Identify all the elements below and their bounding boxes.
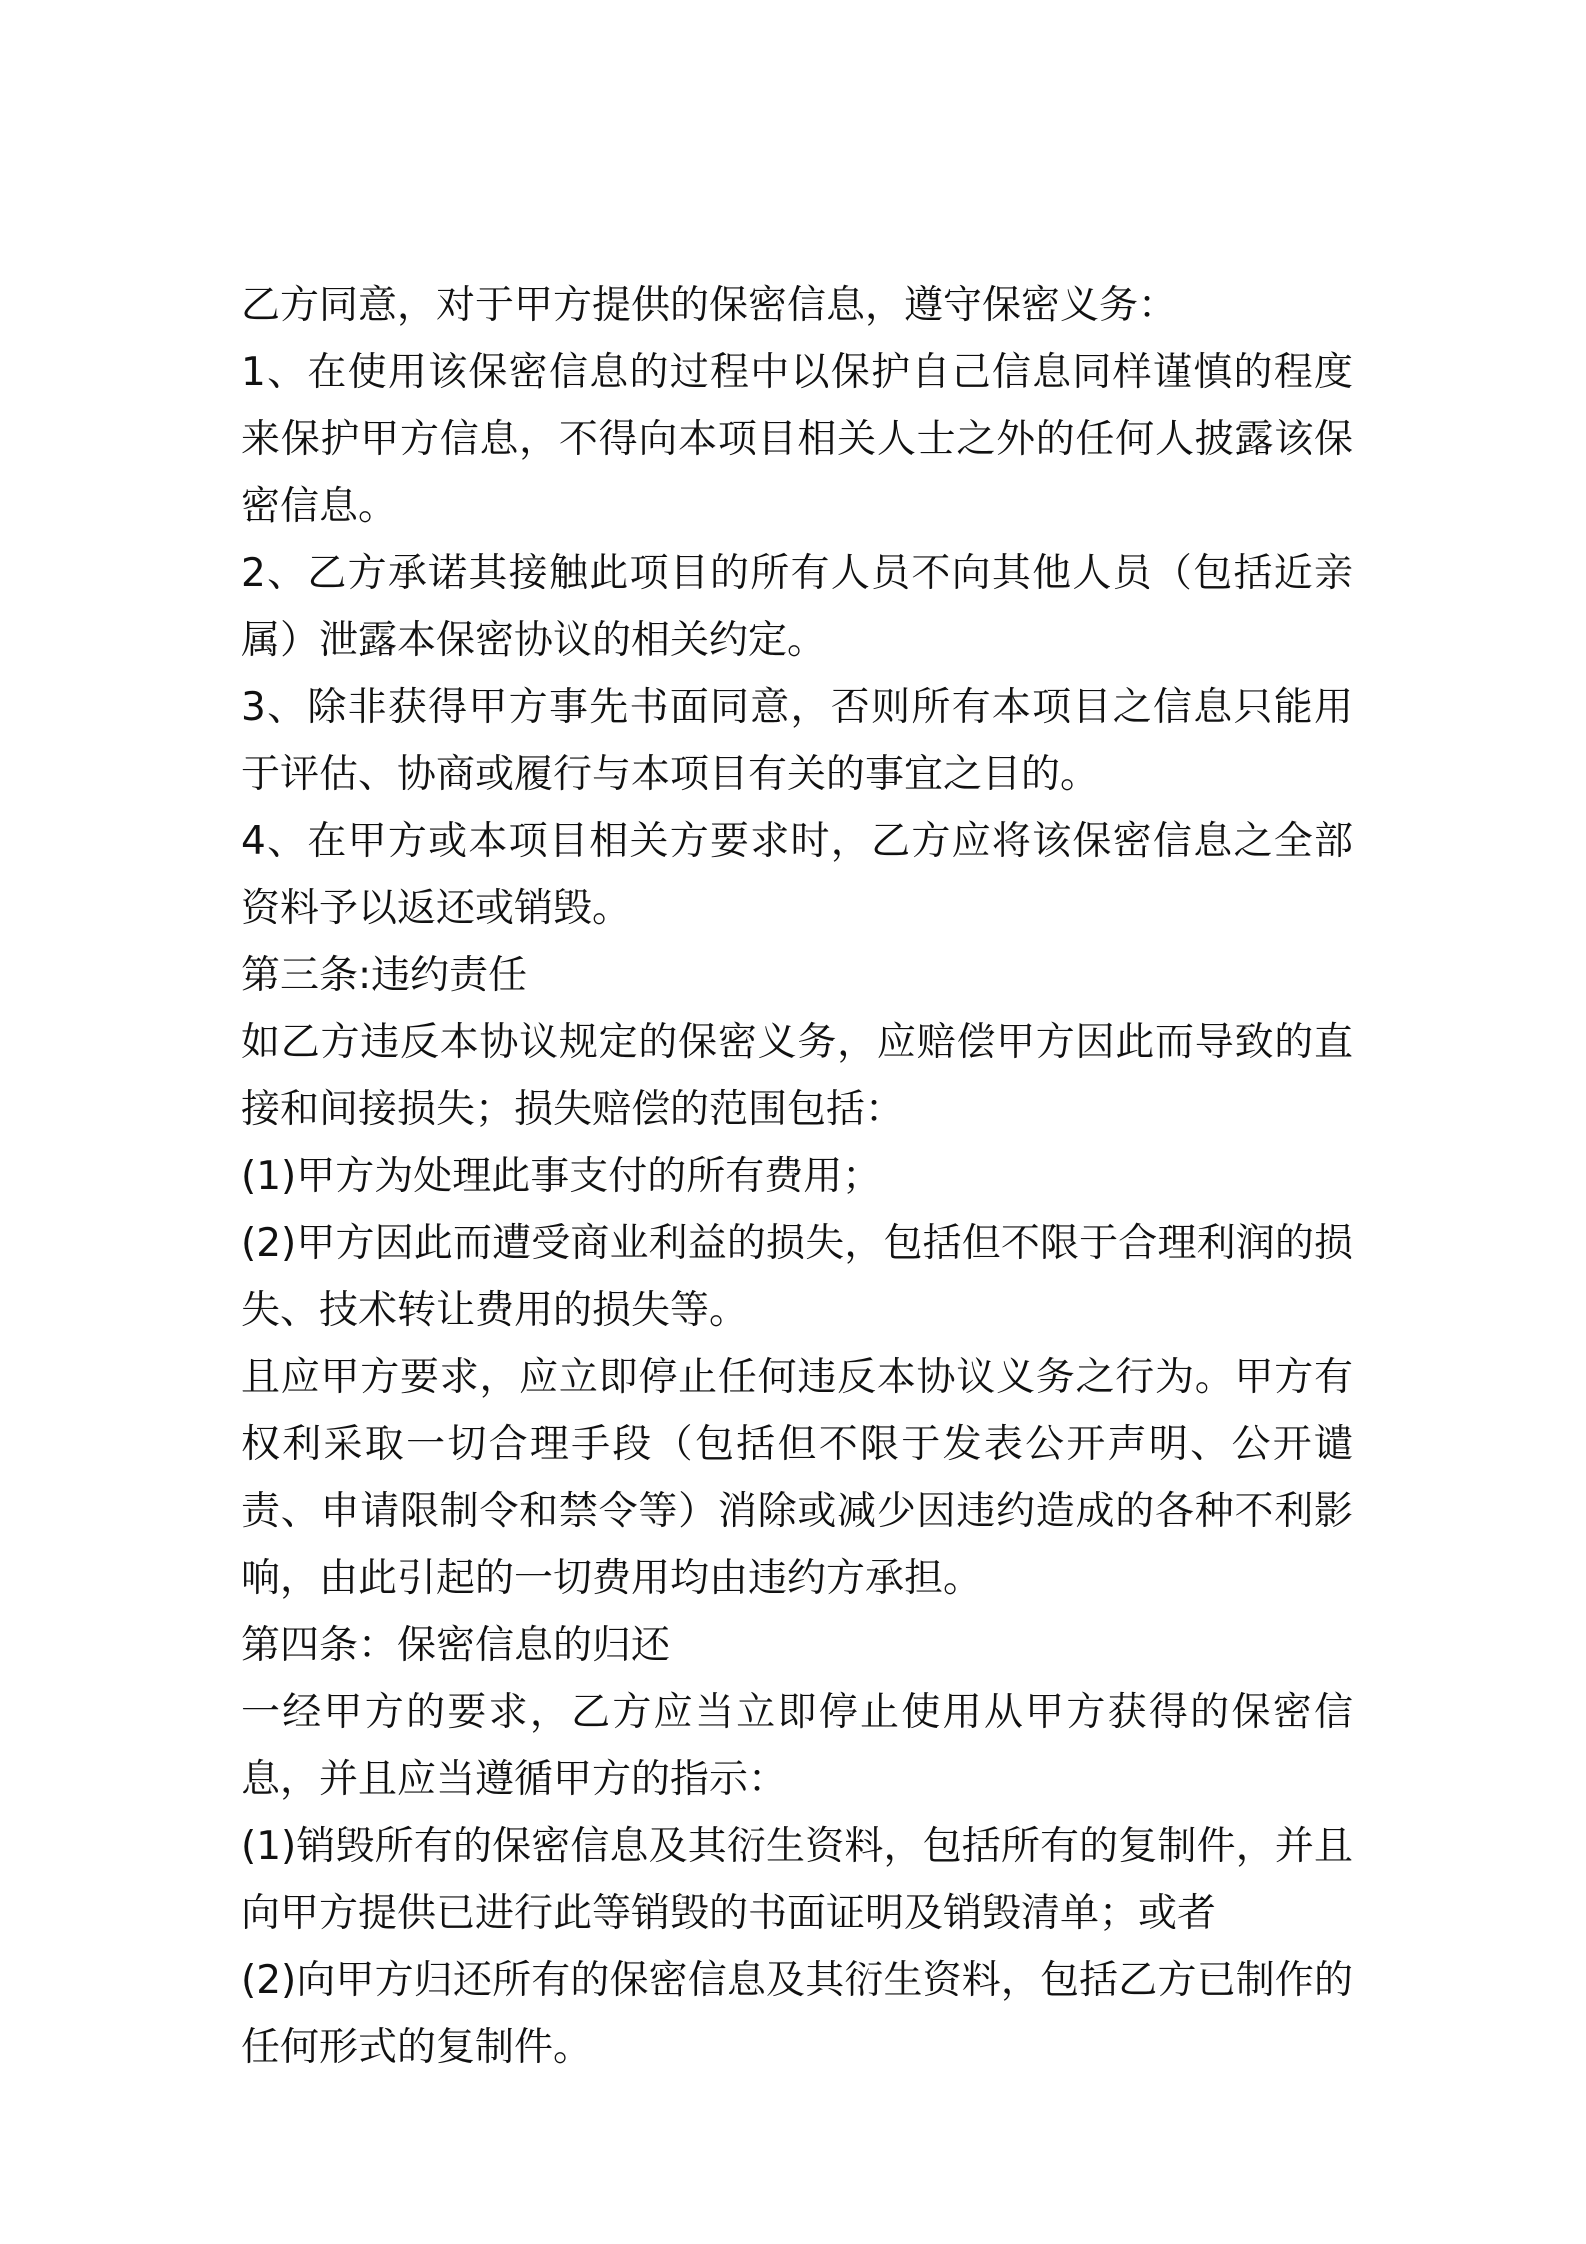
clause-item-4: 4、在甲方或本项目相关方要求时，乙方应将该保密信息之全部资料予以返还或销毁。: [241, 819, 1353, 931]
return-item-1: (1)销毁所有的保密信息及其衍生资料，包括所有的复制件，并且向甲方提供已进行此等销毁的书面证明及销毁清单；或者: [241, 1824, 1353, 1936]
clause-item-2: 2、乙方承诺其接触此项目的所有人员不向其他人员（包括近亲属）泄露本保密协议的相关约定。: [241, 551, 1353, 663]
intro-paragraph: 乙方同意，对于甲方提供的保密信息，遵守保密义务：: [241, 283, 1178, 328]
liability-item-2: (2)甲方因此而遭受商业利益的损失，包括但不限于合理利润的损失、技术转让费用的损失等。: [241, 1221, 1353, 1333]
return-paragraph: 一经甲方的要求，乙方应当立即停止使用从甲方获得的保密信息，并且应当遵循甲方的指示：: [241, 1690, 1353, 1802]
document-body: [241, 272, 1353, 2081]
clause-item-3: 3、除非获得甲方事先书面同意，否则所有本项目之信息只能用于评估、协商或履行与本项目有关的事宜之目的。: [241, 685, 1353, 797]
section-heading-article-4: 第四条：保密信息的归还: [241, 1623, 671, 1668]
clause-item-1: 1、在使用该保密信息的过程中以保护自己信息同样谨慎的程度来保护甲方信息，不得向本项目相关人士之外的任何人披露该保密信息。: [241, 350, 1353, 529]
liability-item-1: (1)甲方为处理此事支付的所有费用；: [241, 1154, 882, 1199]
remedy-paragraph: 且应甲方要求，应立即停止任何违反本协议义务之行为。甲方有权利采取一切合理手段（包括但不限于发表公开声明、公开谴责、申请限制令和禁令等）消除或减少因违约造成的各种不利影响，由此引起的一切费用均由违约方承担。: [241, 1355, 1353, 1601]
section-heading-article-3: 第三条:违约责任: [241, 953, 528, 998]
return-item-2: (2)向甲方归还所有的保密信息及其衍生资料，包括乙方已制作的任何形式的复制件。: [241, 1958, 1353, 2070]
liability-paragraph: 如乙方违反本协议规定的保密义务，应赔偿甲方因此而导致的直接和间接损失；损失赔偿的范围包括：: [241, 1020, 1353, 1132]
